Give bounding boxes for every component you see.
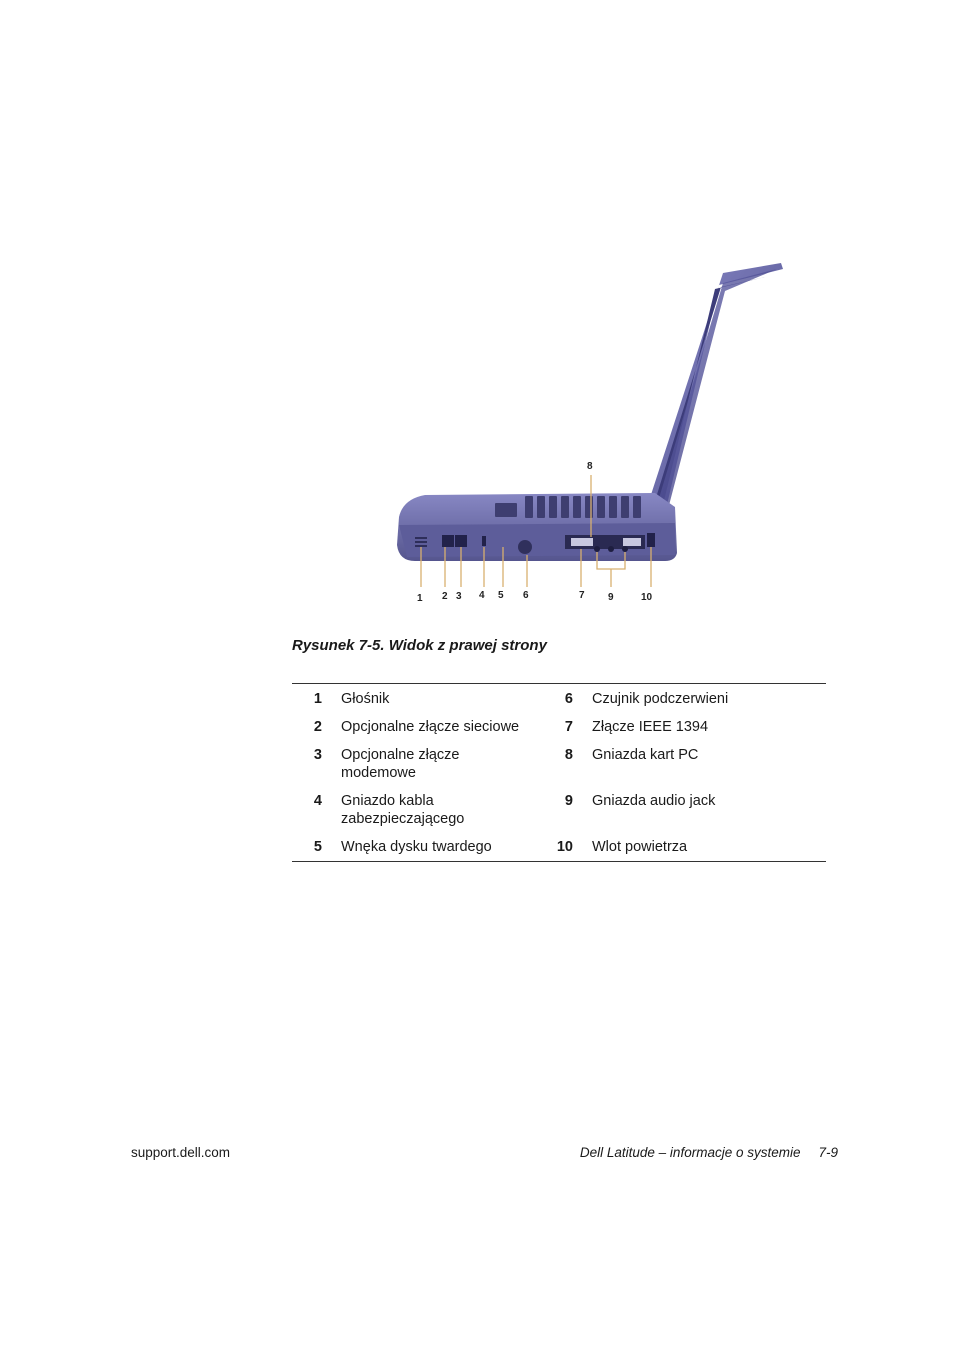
callout-9: 9 <box>608 592 614 603</box>
item-label: Opcjonalne złącze modemowe <box>341 747 460 781</box>
table-row <box>292 712 826 740</box>
item-number: 4 <box>313 793 322 809</box>
callout-8: 8 <box>587 461 593 472</box>
laptop-illustration <box>385 255 805 610</box>
audio-jack-3 <box>622 546 628 552</box>
item-label: Wnęka dysku twardego <box>341 839 492 855</box>
footer-website: support.dell.com <box>131 1145 231 1160</box>
figure-caption: Rysunek 7-5. Widok z prawej strony <box>292 637 547 654</box>
item-number: 5 <box>313 839 322 855</box>
item-number: 2 <box>313 719 322 735</box>
network-port <box>442 535 454 547</box>
page-number: 7-9 <box>818 1145 838 1160</box>
callout-4: 4 <box>479 590 485 601</box>
item-label: Czujnik podczerwieni <box>592 691 729 707</box>
item-number: 1 <box>313 691 322 707</box>
item-number: 7 <box>564 719 573 735</box>
legend-table <box>292 683 826 862</box>
item-number: 10 <box>556 839 573 855</box>
callout-5: 5 <box>498 590 504 601</box>
callout-7: 7 <box>579 590 585 601</box>
table-row <box>292 740 826 786</box>
speaker-grille <box>415 537 427 547</box>
item-label: Złącze IEEE 1394 <box>592 719 709 735</box>
audio-jack-1 <box>594 546 600 552</box>
callout-10: 10 <box>641 592 653 603</box>
footer-title <box>580 1145 838 1160</box>
infrared-sensor <box>518 540 532 554</box>
audio-jack-2 <box>608 546 614 552</box>
callout-3: 3 <box>456 591 462 602</box>
modem-port <box>455 535 467 547</box>
item-number: 3 <box>313 747 322 763</box>
item-number: 6 <box>564 691 573 707</box>
table-row <box>292 684 826 713</box>
callout-6: 6 <box>523 590 529 601</box>
item-label: Gniazda audio jack <box>592 793 716 809</box>
item-label: Głośnik <box>341 691 390 707</box>
item-label: Gniazdo kabla zabezpieczającego <box>341 793 465 827</box>
item-number: 8 <box>564 747 573 763</box>
item-label: Gniazda kart PC <box>592 747 699 763</box>
air-intake <box>647 533 655 547</box>
laptop-right-side-figure <box>385 255 805 610</box>
table-row <box>292 786 826 832</box>
item-label: Wlot powietrza <box>592 839 688 855</box>
callout-1: 1 <box>417 593 423 604</box>
footer-book-title: Dell Latitude – informacje o systemie <box>579 1145 801 1160</box>
table-row <box>292 832 826 862</box>
item-label: Opcjonalne złącze sieciowe <box>341 719 520 735</box>
security-slot <box>482 536 486 546</box>
item-number: 9 <box>564 793 573 809</box>
callout-2: 2 <box>442 591 448 602</box>
